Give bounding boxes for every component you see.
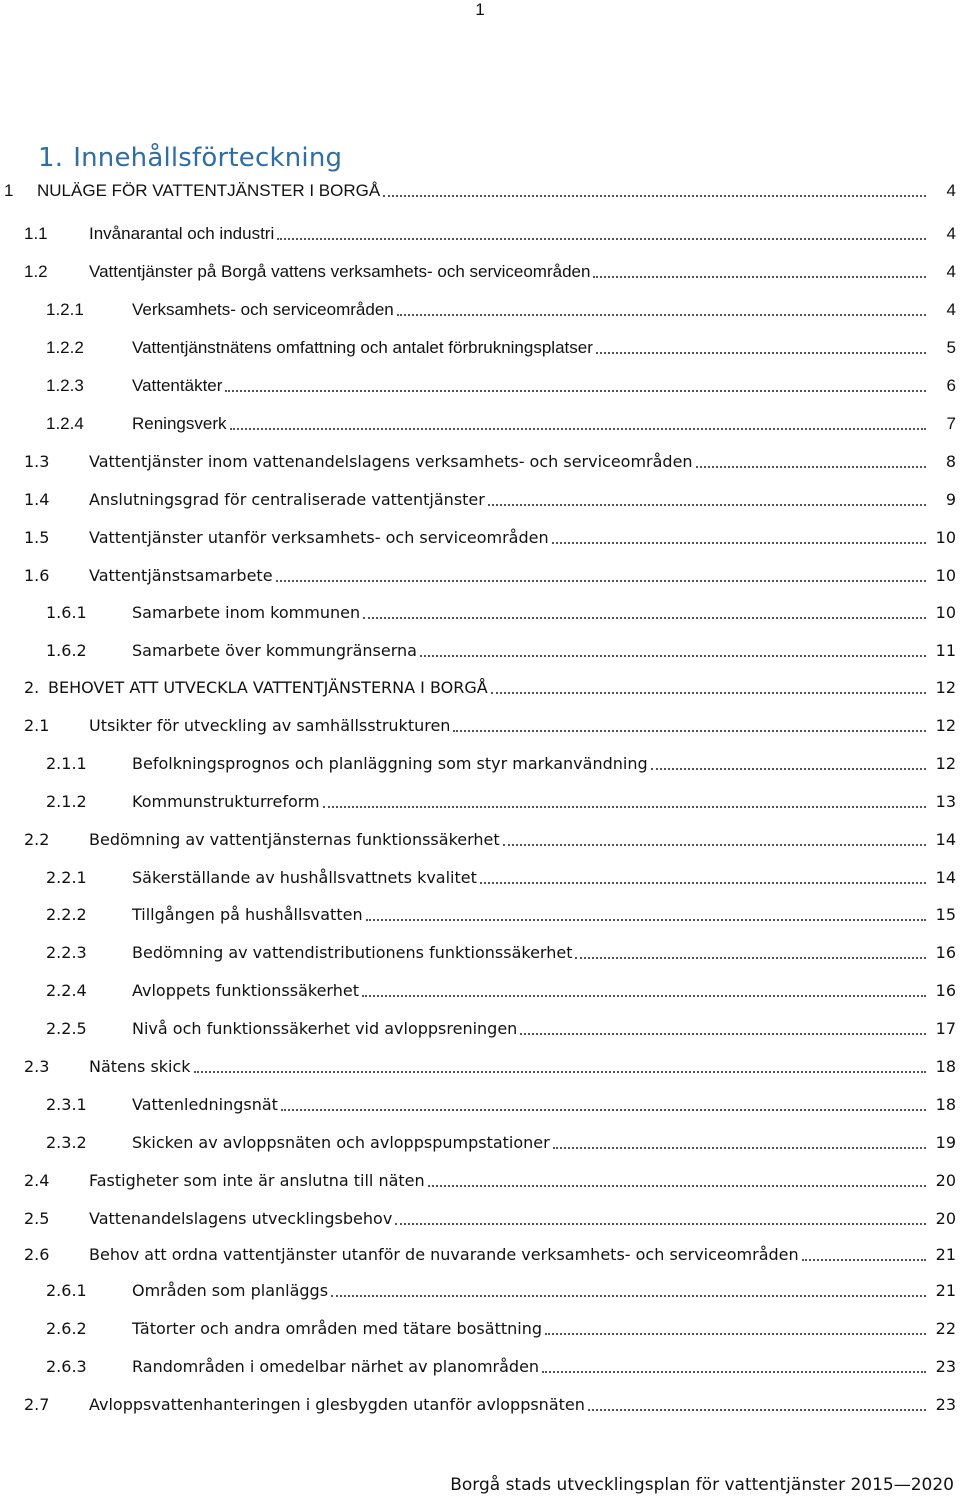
toc-entry[interactable] xyxy=(0,485,960,515)
dot-leader xyxy=(331,1276,926,1306)
dot-leader xyxy=(575,938,926,968)
dot-leader xyxy=(225,371,926,401)
toc-entry-title: Invånarantal och industri xyxy=(89,224,275,243)
dot-leader xyxy=(395,1204,926,1234)
dot-leader xyxy=(480,863,926,893)
toc-entry-number: 1.4 xyxy=(24,490,50,509)
toc-entry-page: 16 xyxy=(935,943,956,962)
toc-entry-number: 2.7 xyxy=(24,1395,50,1414)
toc-entry-page: 21 xyxy=(935,1281,956,1300)
dot-leader xyxy=(363,598,926,628)
toc-entry-title: NULÄGE FÖR VATTENTJÄNSTER I BORGÅ xyxy=(37,181,381,200)
toc-entry[interactable] xyxy=(0,371,960,401)
toc-entry-page: 22 xyxy=(935,1319,956,1338)
toc-entry-title: Vattenledningsnät xyxy=(132,1095,278,1114)
toc-entry[interactable] xyxy=(0,673,960,703)
dot-leader xyxy=(428,1166,926,1196)
toc-entry-title: Anslutningsgrad för centraliserade vattentjänster xyxy=(89,490,485,509)
toc-entry[interactable] xyxy=(0,976,960,1006)
toc-entry-number: 2.6 xyxy=(24,1245,50,1264)
toc-entry[interactable] xyxy=(0,900,960,930)
toc-entry[interactable] xyxy=(0,1014,960,1044)
toc-entry[interactable] xyxy=(0,787,960,817)
toc-entry[interactable] xyxy=(0,295,960,325)
dot-leader xyxy=(552,523,926,553)
toc-entry-title: BEHOVET ATT UTVECKLA VATTENTJÄNSTERNA I BORGÅ xyxy=(48,678,488,697)
dot-leader xyxy=(194,1052,926,1082)
toc-entry[interactable] xyxy=(0,938,960,968)
toc-entry-page: 20 xyxy=(935,1209,956,1228)
toc-entry[interactable] xyxy=(0,1390,960,1420)
toc-entry-title: Tillgången på hushållsvatten xyxy=(132,905,363,924)
toc-entry-number: 2.1 xyxy=(24,716,50,735)
toc-heading xyxy=(38,143,342,173)
toc-entry-title: Utsikter för utveckling av samhällsstrukturen xyxy=(89,716,451,735)
toc-entry-title: Behov att ordna vattentjänster utanför de nuvarande verksamhets- och serviceområden xyxy=(89,1245,799,1264)
toc-entry[interactable] xyxy=(0,1204,960,1234)
toc-entry-number: 1.6.2 xyxy=(46,641,87,660)
toc-entry-page: 18 xyxy=(935,1095,956,1114)
toc-entry-title: Vattentjänstsamarbete xyxy=(89,566,273,585)
toc-entry-number: 2.2.1 xyxy=(46,868,87,887)
document-footer: Borgå stads utvecklingsplan för vattentjänster 2015—2020 xyxy=(450,1475,954,1495)
toc-entry[interactable] xyxy=(0,1352,960,1382)
toc-entry-page: 12 xyxy=(935,716,956,735)
toc-entry-title: Reningsverk xyxy=(132,414,227,433)
toc-entry-title: Vattentäkter xyxy=(132,376,223,395)
toc-entry-number: 1 xyxy=(4,181,14,200)
dot-leader xyxy=(488,485,926,515)
toc-entry-title: Skicken av avloppsnäten och avloppspumpstationer xyxy=(132,1133,550,1152)
toc-entry-page: 18 xyxy=(935,1057,956,1076)
toc-entry-page: 21 xyxy=(935,1245,956,1264)
dot-leader xyxy=(230,409,926,439)
toc-entry[interactable] xyxy=(0,1128,960,1158)
toc-entry[interactable] xyxy=(0,257,960,287)
toc-entry-number: 1.2.4 xyxy=(46,414,84,433)
toc-entry-page: 14 xyxy=(935,868,956,887)
dot-leader xyxy=(696,447,926,477)
toc-entry-title: Fastigheter som inte är anslutna till näten xyxy=(89,1171,425,1190)
toc-entry[interactable] xyxy=(0,1276,960,1306)
dot-leader xyxy=(420,636,926,666)
toc-entry[interactable] xyxy=(0,1052,960,1082)
toc-entry-number: 2.4 xyxy=(24,1171,50,1190)
toc-entry-title: Tätorter och andra områden med tätare bosättning xyxy=(132,1319,542,1338)
dot-leader xyxy=(383,176,926,206)
toc-entry-title: Kommunstrukturreform xyxy=(132,792,320,811)
toc-entry-page: 6 xyxy=(946,376,956,395)
dot-leader xyxy=(277,219,926,249)
toc-entry-number: 1.3 xyxy=(24,452,50,471)
toc-entry-title: Samarbete över kommungränserna xyxy=(132,641,417,660)
toc-entry-title: Avloppsvattenhanteringen i glesbygden utanför avloppsnäten xyxy=(89,1395,585,1414)
dot-leader xyxy=(323,787,926,817)
heading-number: 1. xyxy=(38,143,64,173)
toc-entry-page: 7 xyxy=(946,414,956,433)
dot-leader xyxy=(596,333,926,363)
toc-entry[interactable] xyxy=(0,749,960,779)
toc-entry-number: 2.6.3 xyxy=(46,1357,87,1376)
toc-entry-page: 4 xyxy=(946,181,956,200)
toc-entry-number: 2.1.2 xyxy=(46,792,87,811)
toc-entry-number: 2.2.5 xyxy=(46,1019,87,1038)
toc-entry[interactable] xyxy=(0,176,960,206)
toc-entry[interactable] xyxy=(0,1240,960,1270)
toc-entry-page: 20 xyxy=(935,1171,956,1190)
toc-entry-title: Bedömning av vattentjänsternas funktionssäkerhet xyxy=(89,830,500,849)
toc-entry-page: 4 xyxy=(946,300,956,319)
toc-entry-page: 15 xyxy=(935,905,956,924)
toc-entry-page: 4 xyxy=(946,224,956,243)
toc-entry-number: 1.2.3 xyxy=(46,376,84,395)
toc-entry-title: Vattentjänstnätens omfattning och antalet förbrukningsplatser xyxy=(132,338,593,357)
toc-entry-number: 2.5 xyxy=(24,1209,50,1228)
toc-entry-page: 17 xyxy=(935,1019,956,1038)
dot-leader xyxy=(520,1014,926,1044)
toc-entry-page: 19 xyxy=(935,1133,956,1152)
toc-entry-title: Verksamhets- och serviceområden xyxy=(132,300,394,319)
toc-entry[interactable] xyxy=(0,447,960,477)
toc-entry-number: 2.6.1 xyxy=(46,1281,87,1300)
dot-leader xyxy=(802,1240,926,1270)
toc-entry-title: Bedömning av vattendistributionens funktionssäkerhet xyxy=(132,943,573,962)
toc-entry[interactable] xyxy=(0,711,960,741)
toc-entry-page: 23 xyxy=(935,1395,956,1414)
toc-entry-title: Områden som planläggs xyxy=(132,1281,329,1300)
dot-leader xyxy=(588,1390,926,1420)
toc-entry-page: 12 xyxy=(935,754,956,773)
dot-leader xyxy=(491,673,926,703)
toc-entry-number: 2.2.2 xyxy=(46,905,87,924)
toc-entry[interactable] xyxy=(0,1314,960,1344)
toc-entry[interactable] xyxy=(0,863,960,893)
toc-entry[interactable] xyxy=(0,219,960,249)
toc-entry-page: 5 xyxy=(946,338,956,357)
toc-entry[interactable] xyxy=(0,825,960,855)
page-number: 1 xyxy=(475,0,485,19)
toc-entry-number: 1.5 xyxy=(24,528,50,547)
toc-entry-title: Randområden i omedelbar närhet av planområden xyxy=(132,1357,540,1376)
dot-leader xyxy=(281,1090,926,1120)
toc-entry[interactable] xyxy=(0,598,960,628)
toc-entry-page: 10 xyxy=(935,603,956,622)
toc-entry-page: 4 xyxy=(946,262,956,281)
dot-leader xyxy=(276,561,926,591)
toc-entry[interactable] xyxy=(0,1090,960,1120)
toc-entry-page: 11 xyxy=(935,641,956,660)
dot-leader xyxy=(651,749,926,779)
toc-entry-number: 2.2.4 xyxy=(46,981,87,1000)
toc-entry[interactable] xyxy=(0,561,960,591)
toc-entry[interactable] xyxy=(0,409,960,439)
toc-entry-title: Befolkningsprognos och planläggning som styr markanvändning xyxy=(132,754,648,773)
toc-entry-page: 14 xyxy=(935,830,956,849)
toc-entry-page: 12 xyxy=(935,678,956,697)
dot-leader xyxy=(362,976,926,1006)
toc-entry-number: 2.3.2 xyxy=(46,1133,87,1152)
toc-entry[interactable] xyxy=(0,636,960,666)
toc-entry-title: Vattentjänster inom vattenandelslagens verksamhets- och serviceområden xyxy=(89,452,693,471)
dot-leader xyxy=(553,1128,926,1158)
toc-entry-number: 2.6.2 xyxy=(46,1319,87,1338)
toc-entry-page: 10 xyxy=(935,566,956,585)
toc-entry-number: 1.2.1 xyxy=(46,300,84,319)
toc-entry-number: 1.6.1 xyxy=(46,603,87,622)
toc-entry-number: 2.1.1 xyxy=(46,754,87,773)
toc-entry-number: 1.6 xyxy=(24,566,50,585)
toc-entry-number: 2.2 xyxy=(24,830,50,849)
dot-leader xyxy=(545,1314,926,1344)
dot-leader xyxy=(542,1352,926,1382)
toc-entry-number: 2. xyxy=(24,678,40,697)
toc-entry-number: 2.2.3 xyxy=(46,943,87,962)
toc-entry-page: 13 xyxy=(935,792,956,811)
toc-entry[interactable] xyxy=(0,523,960,553)
dot-leader xyxy=(366,900,926,930)
toc-entry-number: 1.1 xyxy=(24,224,48,243)
toc-entry-title: Nätens skick xyxy=(89,1057,191,1076)
toc-entry-title: Säkerställande av hushållsvattnets kvalitet xyxy=(132,868,477,887)
toc-entry-page: 10 xyxy=(935,528,956,547)
toc-entry-title: Vattentjänster på Borgå vattens verksamhets- och serviceområden xyxy=(89,262,591,281)
toc-entry-title: Nivå och funktionssäkerhet vid avloppsreningen xyxy=(132,1019,518,1038)
dot-leader xyxy=(593,257,926,287)
toc-entry-number: 1.2 xyxy=(24,262,48,281)
toc-entry-title: Avloppets funktionssäkerhet xyxy=(132,981,359,1000)
toc-entry[interactable] xyxy=(0,333,960,363)
toc-entry-number: 1.2.2 xyxy=(46,338,84,357)
dot-leader xyxy=(503,825,926,855)
toc-entry-page: 23 xyxy=(935,1357,956,1376)
toc-entry-number: 2.3.1 xyxy=(46,1095,87,1114)
toc-entry-page: 8 xyxy=(945,452,956,471)
dot-leader xyxy=(397,295,926,325)
dot-leader xyxy=(453,711,926,741)
toc-entry-title: Vattenandelslagens utvecklingsbehov xyxy=(89,1209,393,1228)
toc-entry-page: 16 xyxy=(935,981,956,1000)
toc-entry-page: 9 xyxy=(945,490,956,509)
toc-entry-title: Vattentjänster utanför verksamhets- och serviceområden xyxy=(89,528,549,547)
toc-entry-title: Samarbete inom kommunen xyxy=(132,603,361,622)
heading-title: Innehållsförteckning xyxy=(73,143,343,173)
toc-entry-number: 2.3 xyxy=(24,1057,50,1076)
toc-entry[interactable] xyxy=(0,1166,960,1196)
